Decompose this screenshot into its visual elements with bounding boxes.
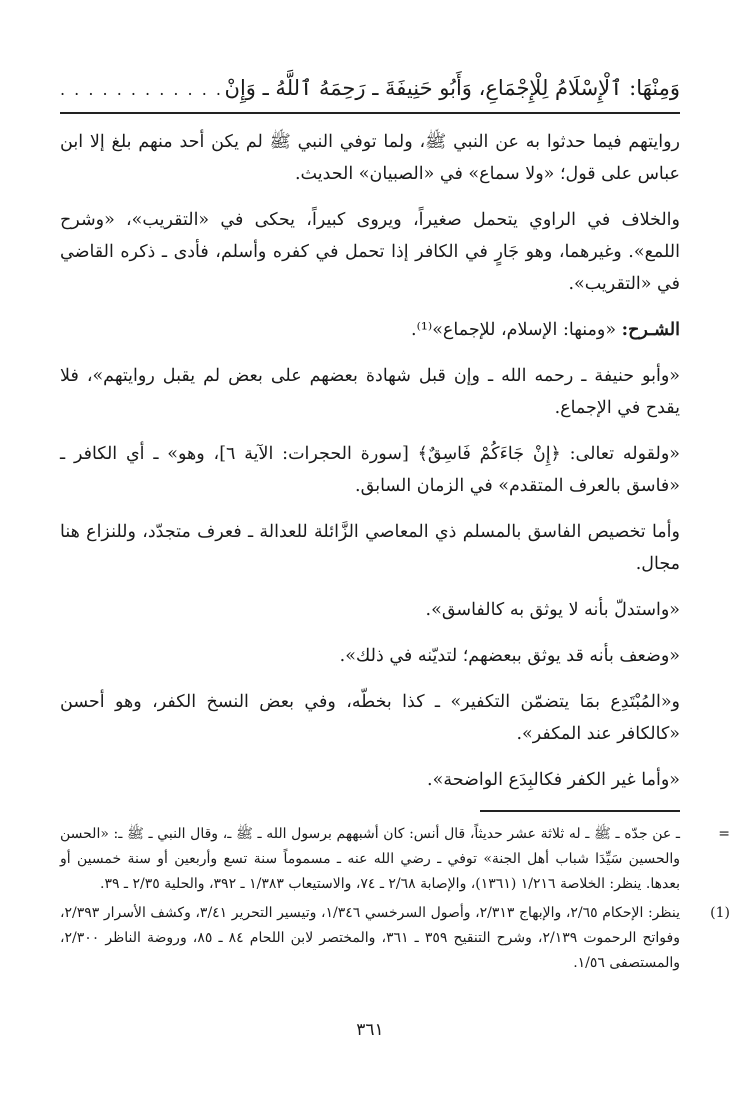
paragraph: «وأما غير الكفر فكالبِدَع الواضحة».	[427, 770, 680, 790]
paragraph: وأما تخصيص الفاسق بالمسلم ذي المعاصي الزَّائلة للعدالة ـ فعرف متجدّد، وللنزاع هنا مجال.	[60, 522, 680, 574]
body-text	[60, 126, 680, 796]
header-rule	[60, 112, 680, 114]
footnote-1	[60, 901, 730, 976]
paragraph: «وضعف بأنه قد يوثق ببعضهم؛ لتديّنه في ذلك».	[339, 646, 680, 666]
paragraph: روايتهم فيما حدثوا به عن النبي ﷺ، ولما توفي النبي ﷺ لم يكن أحد منهم بلغ إلا ابن عباس على قول؛ «ولا سماع» في «الصبيان» الحديث.	[60, 132, 680, 184]
paragraph: والخلاف في الراوي يتحمل صغيراً، ويروى كبيراً، يحكى في «التقريب»، «وشرح اللمع». وغيرهما، وهو جَارٍ في الكافر إذا تحمل في كفره وأسلم، فأدى ـ ذكره القاضي في «التقريب».	[60, 210, 680, 294]
footnote-continuation-mark: =	[718, 826, 730, 842]
paragraph	[60, 314, 680, 346]
footnote-continuation-text: ـ عن جدّه ـ ﷺ ـ له ثلاثة عشر حديثاً، قال أنس: كان أشبههم برسول الله ـ ﷺ ـ، وقال النبي ـ ﷺ ـ: «الحسن والحسين سَيِّدَا شباب أهل الجنة» توفي ـ رضي الله عنه ـ مسموماً سنة تسع وأربعين أو سنة خمسين أو بعدها. ينظر: الخلاصة ١/٢١٦ (١٣٦١)، والإصابة ٢/٦٨ ـ ٧٤، والاستيعاب ١/٣٨٣ ـ ٣٩٢، والحلية ٢/٣٥ ـ ٣٩.	[60, 826, 680, 892]
sharh-label: الشـرح:	[621, 320, 680, 340]
footnotes	[60, 822, 730, 976]
paragraph: و«المُبْتَدِع بمَا يتضمّن التكفير» ـ كذا بخطّه، وفي بعض النسخ الكفر، وهو أحسن «كالكافر عند المكفر».	[60, 692, 680, 744]
running-head	[60, 70, 680, 106]
footnote-1-text: ينظر: الإحكام ٢/٦٥، والإبهاج ٢/٣١٣، وأصول السرخسي ١/٣٤٦، وتيسير التحرير ٣/٤١، وكشف الأسرار ٢/٣٩٣، وفواتح الرحموت ٢/١٣٩، وشرح التنقيح ٣٥٩ ـ ٣٦١، والمختصر لابن اللحام ٨٤ ـ ٨٥، وروضة الناظر ٢/٣٠٠، والمستصفى ١/٥٦.	[60, 905, 681, 971]
footnote-1-mark: (1)	[710, 905, 730, 921]
footnote-continuation	[60, 822, 730, 897]
paragraph: «وأبو حنيفة ـ رحمه الله ـ وإن قبل شهادة بعضهم على بعض لم يقبل روايتهم»، فلا يقدح في الإجماع.	[60, 366, 680, 418]
running-head-title: وَمِنْهَا: ٱلْإِسْلَامُ لِلْإِجْمَاعِ، وَأَبُو حَنِيفَةَ ـ رَحِمَهُ ٱللَّهُ ـ وَإِنْ	[224, 76, 680, 100]
paragraph: «واستدلّ بأنه لا يوثق به كالفاسق».	[425, 600, 680, 620]
document-page	[60, 70, 730, 1060]
footnote-rule	[480, 810, 680, 812]
paragraph: «ولقوله تعالى: ﴿إِنْ جَاءَكُمْ فَاسِقٌ﴾ [سورة الحجرات: الآية ٦]، وهو» ـ أي الكافر ـ «فاسق بالعرف المتقدم» في الزمان السابق.	[60, 444, 680, 496]
running-head-dots: . . . . . . . . . . . .	[60, 80, 223, 99]
sharh-text: «ومنها: الإسلام، للإجماع»⁽¹⁾.	[411, 320, 622, 340]
page-number: ٣٦١	[356, 1020, 384, 1040]
